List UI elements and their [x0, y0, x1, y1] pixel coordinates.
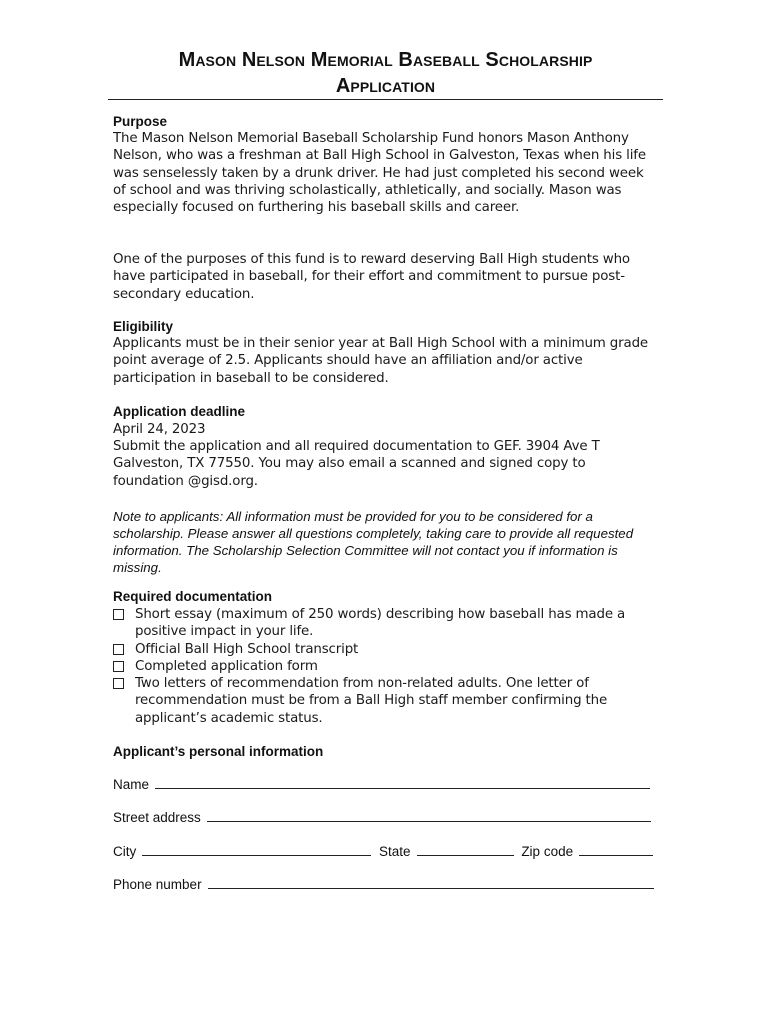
phone-number-field [113, 876, 654, 892]
checklist-item-label: Official Ball High School transcript [135, 641, 359, 657]
eligibility-heading: Eligibility [113, 319, 174, 334]
state-input-line[interactable] [417, 843, 514, 856]
street-address-field [113, 809, 651, 825]
checklist-item-label: Two letters of recommendation from non-related adults. One letter of recommendation must be from a Ball High staff member confirming the applicant’s academic status. [135, 676, 608, 726]
name-label: Name [113, 777, 150, 792]
checklist-item-recommendations [113, 675, 663, 727]
checklist-item-application-form [113, 658, 663, 675]
checkbox[interactable] [113, 678, 124, 689]
checkbox[interactable] [113, 609, 124, 620]
city-state-zip-row [113, 843, 653, 859]
documentation-heading: Required documentation [113, 589, 273, 604]
checklist-item-essay [113, 606, 663, 641]
deadline-date: April 24, 2023 [113, 422, 206, 437]
street-address-input-line[interactable] [207, 809, 651, 822]
checklist-item-transcript [113, 641, 663, 658]
checklist-item-label: Short essay (maximum of 250 words) describing how baseball has made a positive impact in your life. [135, 607, 626, 640]
city-label: City [113, 844, 137, 859]
purpose-paragraph-2: One of the purposes of this fund is to reward deserving Ball High students who have participated in baseball, for their effort and commitment to pursue post-secondary education. [113, 252, 630, 302]
checkbox[interactable] [113, 661, 124, 672]
documentation-checklist [113, 606, 663, 727]
zip-code-label: Zip code [521, 844, 574, 859]
document-title-line1: Mason Nelson Memorial Baseball Scholarship [178, 49, 593, 71]
deadline-heading: Application deadline [113, 404, 246, 419]
purpose-paragraph-1: The Mason Nelson Memorial Baseball Scholarship Fund honors Mason Anthony Nelson, who was a freshman at Ball High School in Galveston, Texas when his life was senselessly taken by a drunk driver. He had just completed his second week of school and was thriving scholastically, athletically, and socially. Mason was especially focused on furthering his baseball skills and career. [113, 131, 646, 216]
personal-info-heading: Applicant’s personal information [113, 744, 324, 759]
eligibility-text: Applicants must be in their senior year at Ball High School with a minimum grade point average of 2.5. Applicants should have an affiliation and/or active participation in baseball to be considered. [113, 336, 649, 386]
title-divider [108, 99, 663, 100]
document-title-line2: Application [335, 75, 436, 97]
checkbox[interactable] [113, 644, 124, 655]
state-label: State [379, 844, 411, 859]
name-input-line[interactable] [155, 776, 650, 789]
zip-code-input-line[interactable] [579, 843, 653, 856]
checklist-item-label: Completed application form [135, 658, 318, 674]
purpose-heading: Purpose [113, 114, 168, 129]
city-input-line[interactable] [142, 843, 371, 856]
deadline-submission-text: Submit the application and all required documentation to GEF. 3904 Ave T Galveston, TX 77550. You may also email a scanned and signed copy to foundation @gisd.org. [113, 439, 600, 489]
name-field [113, 776, 650, 792]
phone-number-label: Phone number [113, 877, 202, 892]
street-address-label: Street address [113, 810, 201, 825]
note-to-applicants: Note to applicants: All information must be provided for you to be considered for a scholarship. Please answer all questions completely, taking care to provide all requested information. The Scholarship Selection Committee will not contact you if information is missing. [113, 509, 634, 575]
phone-number-input-line[interactable] [208, 876, 654, 889]
